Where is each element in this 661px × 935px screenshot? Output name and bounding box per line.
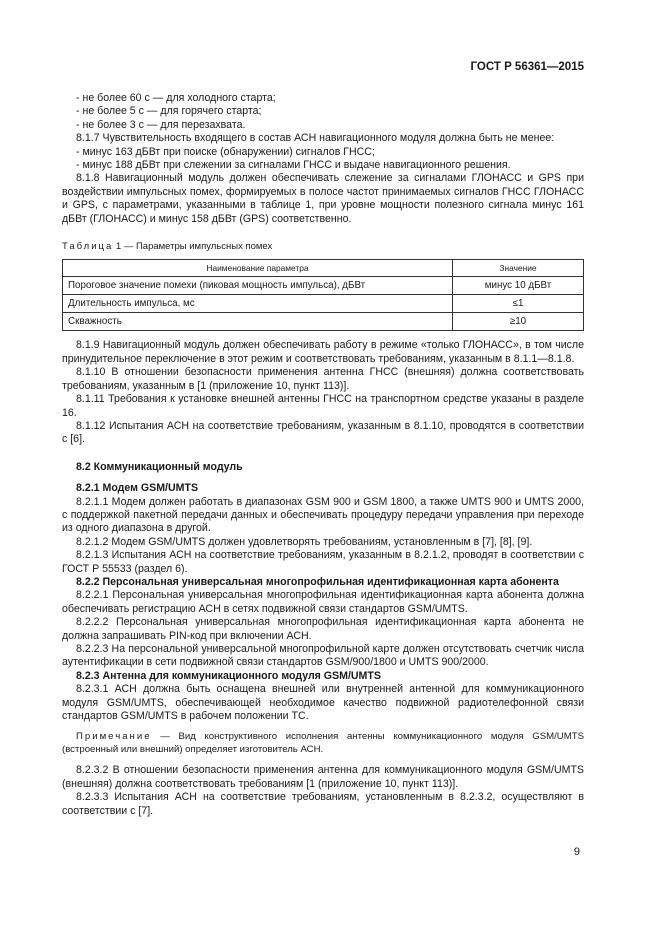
paragraph-8-2-2-3: 8.2.2.3 На персональной универсальной многопрофильной карте должен отсутствовать счетчик числа аутентификации в сети подвижной связи стандартов GSM/900/1800 и UMTS 900/2000. bbox=[62, 643, 584, 669]
paragraph-8-1-7: 8.1.7 Чувствительность входящего в состав АСН навигационного модуля должна быть не менее: bbox=[76, 132, 555, 145]
table-row bbox=[63, 313, 584, 331]
table-caption-text: 1 — Параметры импульсных помех bbox=[113, 241, 273, 253]
column-header-value: Значение bbox=[453, 260, 584, 277]
paragraph-8-1-12: 8.1.12 Испытания АСН на соответствие требованиям, указанным в 8.1.10, проводятся в соответствии с [6]. bbox=[62, 419, 584, 446]
paragraph-8-2-3-3: 8.2.3.3 Испытания АСН на соответствие требованиям, установленным в 8.2.3.2, осуществляют в соответствии с [7]. bbox=[62, 791, 584, 817]
section-heading-8-2-2: 8.2.2 Персональная универсальная многопрофильная идентификационная карта абонента bbox=[76, 575, 559, 588]
section-heading-8-2: 8.2 Коммуникационный модуль bbox=[76, 460, 243, 473]
table-header-row bbox=[63, 260, 584, 277]
list-item: - не более 3 с — для перезахвата. bbox=[76, 118, 246, 131]
table-cell-value: минус 10 дБВт bbox=[453, 277, 584, 295]
table-cell-value: ≥10 bbox=[453, 313, 584, 331]
note-label: Примечание bbox=[76, 731, 152, 743]
page-number: 9 bbox=[573, 846, 580, 858]
paragraph-8-2-3-1: 8.2.3.1 АСН должна быть оснащена внешней или внутренней антенной для коммуникационного модуля GSM/UMTS, обеспечивающей необходимое качество подвижной радиотелефонной связи стандартов GSM/UMTS в рабочем положении ТС. bbox=[62, 683, 584, 723]
list-item: - минус 188 дБВт при слежении за сигналами ГНСС и выдаче навигационного решения. bbox=[76, 159, 511, 172]
impulse-noise-table bbox=[62, 259, 584, 331]
table-cell-parameter: Пороговое значение помехи (пиковая мощность импульса), дБВт bbox=[63, 277, 453, 295]
paragraph-8-2-2-2: 8.2.2.2 Персональная универсальная многопрофильная идентификационная карта абонента не должна запрашивать PIN-код при включении АСН. bbox=[62, 616, 584, 642]
table-caption-label: Таблица bbox=[62, 241, 114, 253]
list-item: - не более 5 с — для горячего старта; bbox=[76, 105, 262, 118]
list-item: - не более 60 с — для холодного старта; bbox=[76, 92, 276, 104]
paragraph-8-2-2-1: 8.2.2.1 Персональная универсальная многопрофильная идентификационная карта абонента должна обеспечивать регистрацию АСН в сетях подвижной связи стандартов GSM/UMTS. bbox=[62, 589, 584, 615]
note-text: — Вид конструктивного исполнения антенны коммуникационного модуля GSM/UMTS (встроенный или внешний) определяет изготовитель АСН. bbox=[62, 731, 584, 755]
paragraph-8-1-8: 8.1.8 Навигационный модуль должен обеспечивать слежение за сигналами ГЛОНАСС и GPS при воздействии импульсных помех, формируемых в полосе частот принимаемых сигналов ГНСС ГЛОНАСС и GPS, с параметрами, указанными в таблице 1, при уровне мощности полезного сигнала минус 161 дБВт (ГЛОНАСС) и минус 158 дБВт (GPS) соответственно. bbox=[62, 172, 584, 225]
table-row bbox=[63, 277, 584, 295]
standard-id-header: ГОСТ Р 56361—2015 bbox=[470, 61, 584, 73]
section-heading-8-2-3: 8.2.3 Антенна для коммуникационного модуля GSM/UMTS bbox=[76, 669, 381, 682]
paragraph-8-2-3-2: 8.2.3.2 В отношении безопасности применения антенна для коммуникационного модуля GSM/UMTS (внешняя) должна соответствовать требованиям [1 (приложение 10, пункт 113)]. bbox=[62, 764, 584, 790]
table-cell-parameter: Скважность bbox=[63, 313, 453, 331]
table-cell-value: ≤1 bbox=[453, 295, 584, 313]
table-cell-parameter: Длительность импульса, мс bbox=[63, 295, 453, 313]
document-body bbox=[62, 92, 584, 818]
table-caption bbox=[62, 240, 584, 253]
note bbox=[62, 731, 584, 756]
column-header-parameter: Наименование параметра bbox=[63, 260, 453, 277]
paragraph-8-1-11: 8.1.11 Требования к установке внешней антенны ГНСС на транспортном средстве указаны в разделе 16. bbox=[62, 393, 584, 419]
paragraph-8-1-9: 8.1.9 Навигационный модуль должен обеспечивать работу в режиме «только ГЛОНАСС», в том числе принудительное переключение в этот режим и соответствовать требованиям, указанным в 8.1.1—8.1.8. bbox=[62, 339, 584, 365]
paragraph-8-2-1-3: 8.2.1.3 Испытания АСН на соответствие требованиям, указанным в 8.2.1.2, проводят в соответствии с ГОСТ Р 55533 (раздел 6). bbox=[62, 549, 584, 575]
list-item: - минус 163 дБВт при поиске (обнаружении) сигналов ГНСС; bbox=[76, 145, 375, 158]
paragraph-8-2-1-2: 8.2.1.2 Модем GSM/UMTS должен удовлетворять требованиям, установленным в [7], [8], [9]. bbox=[76, 535, 533, 548]
table-row bbox=[63, 295, 584, 313]
section-heading-8-2-1: 8.2.1 Модем GSM/UMTS bbox=[76, 482, 199, 495]
paragraph-8-2-1-1: 8.2.1.1 Модем должен работать в диапазонах GSM 900 и GSM 1800, а также UMTS 900 и UMTS 2000, с поддержкой пакетной передачи данных и обеспечивать процедуру передачи управления при переходе из одного диапазона в другой. bbox=[62, 495, 584, 535]
paragraph-8-1-10: 8.1.10 В отношении безопасности применения антенна ГНСС (внешняя) должна соответствовать требованиям, указанным в [1 (приложение 10, пункт 113)]. bbox=[62, 366, 584, 392]
